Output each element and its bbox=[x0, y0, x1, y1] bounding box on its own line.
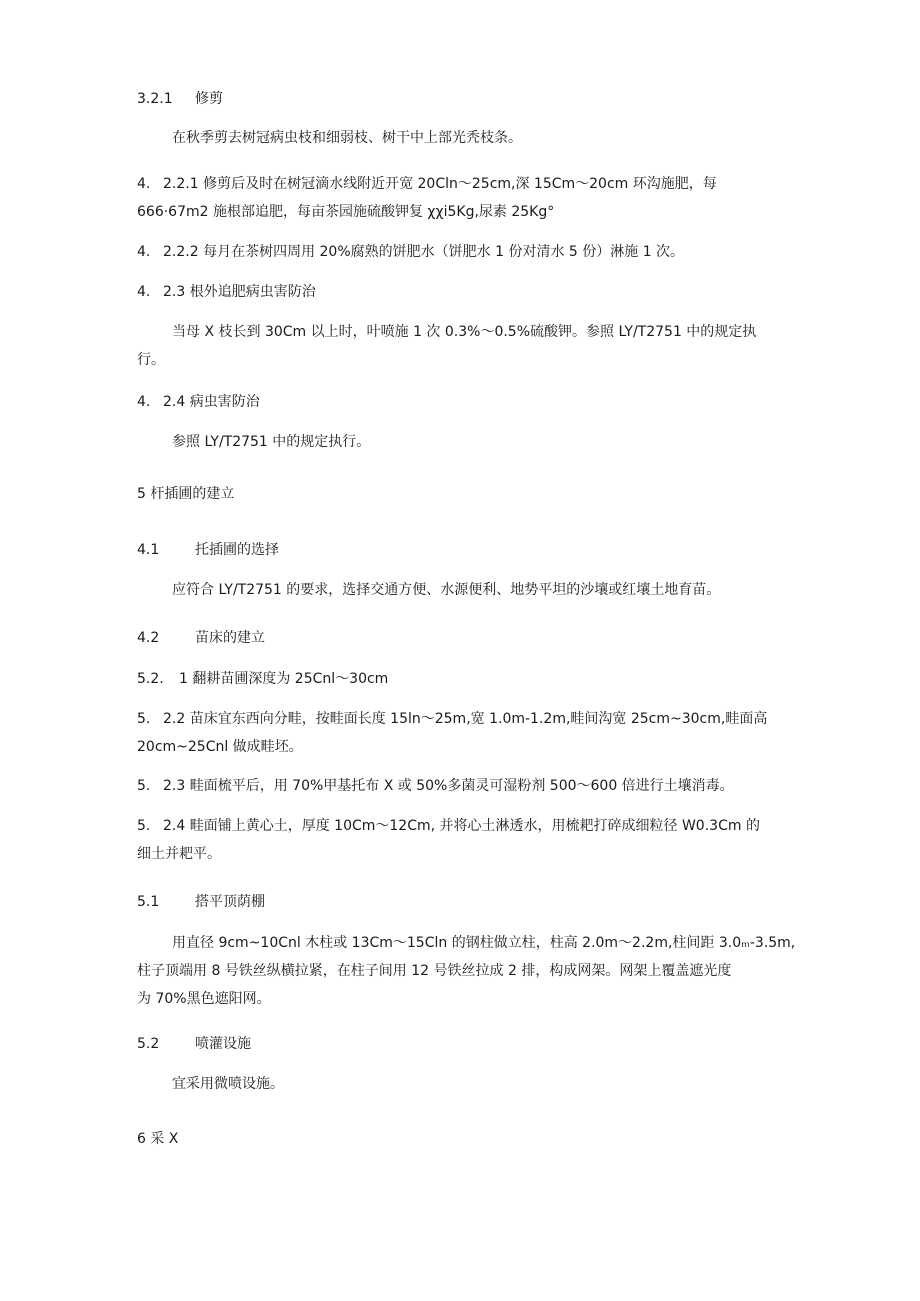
numbered-paragraph bbox=[137, 812, 760, 840]
numbered-paragraph bbox=[137, 238, 684, 266]
numbered-paragraph bbox=[137, 772, 734, 800]
subsection-heading bbox=[137, 388, 260, 416]
item-number: 4. bbox=[137, 284, 151, 300]
subsection-heading bbox=[137, 278, 316, 306]
section-title: 喷灌设施 bbox=[195, 1036, 251, 1052]
paragraph-line: 在秋季剪去树冠病虫枝和细弱枝、树干中上部光秃枝条。 bbox=[172, 130, 522, 146]
section-heading bbox=[137, 1030, 251, 1058]
item-text: 2.3 根外追肥病虫害防治 bbox=[163, 284, 316, 300]
item-text: 2.3 畦面梳平后，用 70%甲基托布 X 或 50%多菌灵可湿粉剂 500～600 倍进行土壤消毒。 bbox=[163, 778, 734, 794]
item-text: 2.2.2 每月在茶树四周用 20%腐熟的饼肥水（饼肥水 1 份对清水 5 份）淋施 1 次。 bbox=[163, 244, 685, 260]
paragraph-line: 为 70%黑色遮阳网。 bbox=[137, 991, 271, 1007]
section-heading bbox=[137, 624, 265, 652]
section-number: 3.2.1 bbox=[137, 91, 173, 107]
section-number: 5.1 bbox=[137, 894, 160, 910]
item-number: 5. bbox=[137, 778, 151, 794]
paragraph-line: 应符合 LY/T2751 的要求，选择交通方便、水源便利、地势平坦的沙壤或红壤土地育苗。 bbox=[172, 582, 721, 598]
section-number: 4.2 bbox=[137, 630, 160, 646]
numbered-paragraph bbox=[137, 170, 717, 198]
paragraph-line: 20cm~25Cnl 做成畦坯。 bbox=[137, 739, 303, 755]
item-text: 2.4 畦面铺上黄心土，厚度 10Cm～12Cm, 并将心土淋透水，用梳耙打碎成细粒径 W0.3Cm 的 bbox=[163, 818, 760, 834]
item-text: 2.2 苗床宜东西向分畦，按畦面长度 15ln～25m,宽 1.0m-1.2m,畦间沟宽 25cm~30cm,畦面高 bbox=[163, 711, 768, 727]
paragraph-line: 宜采用微喷设施。 bbox=[172, 1076, 284, 1092]
paragraph-line: 当母 X 枝长到 30Cm 以上时，叶喷施 1 次 0.3%～0.5%硫酸钾。参照 LY/T2751 中的规定执 bbox=[172, 324, 757, 340]
paragraph-line: 柱子顶端用 8 号铁丝纵横拉紧，在柱子间用 12 号铁丝拉成 2 排，构成网架。网架上覆盖遮光度 bbox=[137, 963, 732, 979]
paragraph-line: 666·67m2 施根部追肥，每亩茶园施硫酸钾复 χχi5Kg,尿素 25Kg° bbox=[137, 204, 555, 220]
section-title: 搭平顶荫棚 bbox=[195, 894, 265, 910]
numbered-paragraph bbox=[137, 705, 767, 733]
paragraph-line: 用直径 9cm~10Cnl 木柱或 13Cm～15Cln 的钢柱做立柱，柱高 2.0m～2.2m,柱间距 3.0ₘ-3.5m, bbox=[172, 935, 796, 951]
item-text: 1 翻耕苗圃深度为 25Cnl～30cm bbox=[179, 671, 389, 687]
section-heading bbox=[137, 536, 279, 564]
item-number: 4. bbox=[137, 176, 151, 192]
item-number: 5.2. bbox=[137, 671, 164, 687]
chapter-heading: 6 采 X bbox=[137, 1131, 179, 1147]
section-heading bbox=[137, 85, 223, 113]
item-number: 5. bbox=[137, 818, 151, 834]
section-title: 修剪 bbox=[195, 91, 223, 107]
paragraph-line: 行。 bbox=[137, 352, 165, 368]
section-title: 托插圃的选择 bbox=[195, 542, 279, 558]
item-text: 2.4 病虫害防治 bbox=[163, 394, 260, 410]
item-number: 5. bbox=[137, 711, 151, 727]
chapter-heading: 5 杆插圃的建立 bbox=[137, 486, 235, 502]
item-text: 2.2.1 修剪后及时在树冠滴水线附近开宽 20Cln～25cm,深 15Cm～20cm 环沟施肥，每 bbox=[163, 176, 717, 192]
section-number: 4.1 bbox=[137, 542, 160, 558]
paragraph-line: 细土并耙平。 bbox=[137, 846, 221, 862]
section-heading bbox=[137, 888, 265, 916]
section-title: 苗床的建立 bbox=[195, 630, 265, 646]
item-number: 4. bbox=[137, 244, 151, 260]
numbered-paragraph bbox=[137, 665, 388, 693]
paragraph-line: 参照 LY/T2751 中的规定执行。 bbox=[172, 434, 371, 450]
item-number: 4. bbox=[137, 394, 151, 410]
section-number: 5.2 bbox=[137, 1036, 160, 1052]
